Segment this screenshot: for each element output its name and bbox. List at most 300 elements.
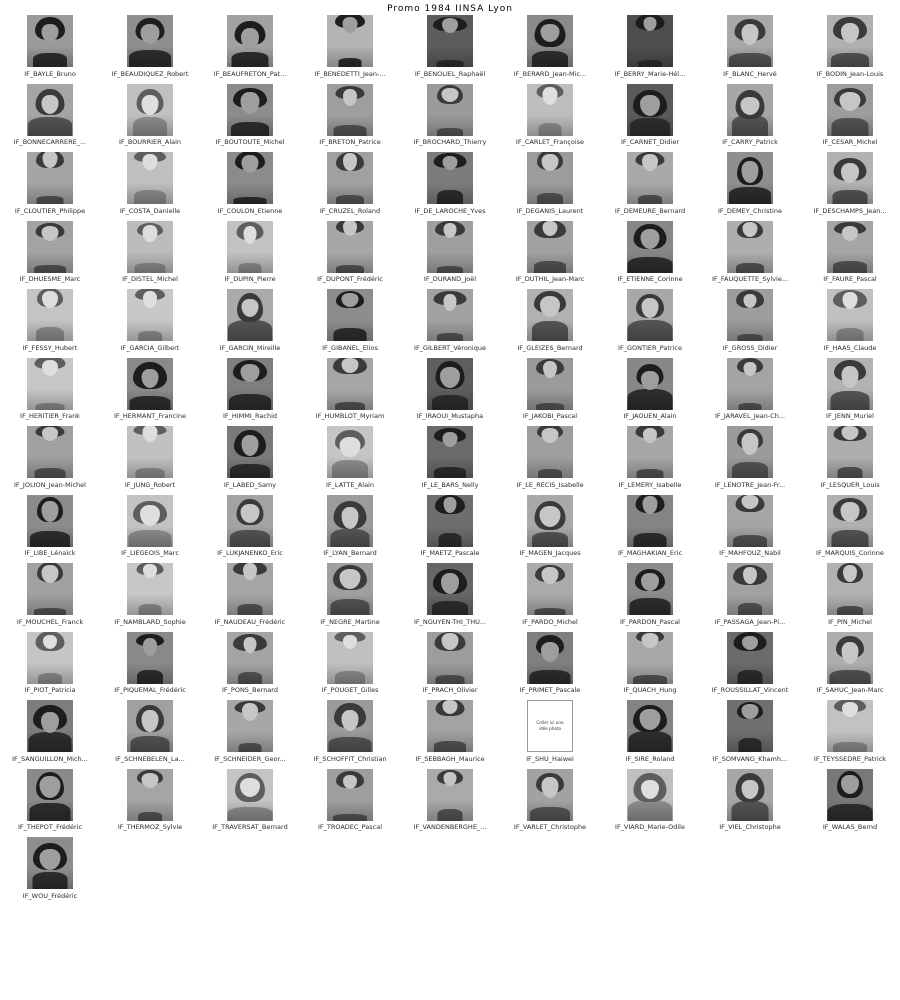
student-cell[interactable]	[500, 769, 600, 838]
student-portrait	[427, 15, 473, 67]
student-name-label: IF_CESAR_Michel	[822, 138, 878, 146]
student-cell[interactable]	[300, 563, 400, 632]
student-cell[interactable]	[800, 769, 900, 838]
student-name-label: IF_DHUESME_Marc	[19, 275, 81, 283]
student-cell[interactable]	[700, 358, 800, 427]
student-portrait	[427, 84, 473, 136]
student-portrait	[527, 289, 573, 341]
student-cell[interactable]	[0, 837, 100, 906]
student-portrait	[627, 152, 673, 204]
student-name-label: IF_NAUDEAU_Frédéric	[214, 617, 286, 626]
student-name-label: IF_MAHFOUZ_Nabil	[719, 549, 781, 557]
student-cell[interactable]	[400, 632, 500, 701]
student-portrait	[227, 84, 273, 136]
student-name-label: IF_DEMEY_Christine	[718, 206, 782, 215]
student-cell[interactable]	[500, 358, 600, 427]
student-cell[interactable]	[0, 152, 100, 221]
student-cell[interactable]	[200, 700, 300, 769]
student-name-label: IF_LATTE_Alain	[326, 480, 374, 489]
student-portrait	[327, 358, 373, 410]
student-cell[interactable]	[400, 221, 500, 290]
student-cell[interactable]	[600, 221, 700, 290]
student-cell[interactable]	[100, 632, 200, 701]
student-name-label: IF_BEAUDIQUEZ_Robert	[111, 69, 189, 78]
student-name-label: IF_PARDO_Michel	[522, 617, 578, 626]
student-name-label: IF_SEBBAGH_Maurice	[415, 754, 485, 763]
student-portrait	[327, 632, 373, 684]
student-portrait	[427, 495, 473, 547]
student-portrait	[127, 495, 173, 547]
student-cell[interactable]	[200, 289, 300, 358]
student-name-label: IF_MOUCHEL_Franck	[16, 617, 84, 626]
student-name-label: IF_BOUTOUTE_Michel	[215, 138, 285, 146]
student-cell[interactable]	[600, 358, 700, 427]
student-portrait	[627, 563, 673, 615]
student-cell[interactable]	[600, 152, 700, 221]
student-portrait	[627, 84, 673, 136]
student-portrait	[227, 221, 273, 273]
student-cell[interactable]	[700, 563, 800, 632]
student-name-label: IF_DEGANIS_Laurent	[516, 206, 584, 215]
student-cell[interactable]	[300, 15, 400, 84]
student-portrait	[127, 221, 173, 273]
student-cell[interactable]	[300, 769, 400, 838]
student-portrait	[427, 563, 473, 615]
student-cell[interactable]	[600, 563, 700, 632]
student-cell[interactable]	[100, 358, 200, 427]
student-cell[interactable]	[100, 700, 200, 769]
student-cell[interactable]	[600, 15, 700, 84]
student-portrait	[527, 632, 573, 684]
student-portrait	[27, 563, 73, 615]
student-portrait	[727, 700, 773, 752]
student-cell[interactable]	[500, 495, 600, 564]
student-portrait	[27, 700, 73, 752]
student-portrait	[827, 358, 873, 410]
student-name-label: IF_ETIENNE_Corinne	[617, 275, 683, 283]
student-cell[interactable]	[100, 221, 200, 290]
student-cell[interactable]	[500, 700, 600, 769]
student-name-label: IF_PONS_Bernard	[222, 686, 278, 694]
student-cell[interactable]	[600, 289, 700, 358]
student-name-label: IF_JARAVEL_Jean-Ch...	[714, 412, 786, 420]
student-name-label: IF_HIMMI_Rachid	[222, 412, 278, 420]
student-cell[interactable]	[600, 769, 700, 838]
student-cell[interactable]	[400, 358, 500, 427]
student-portrait	[27, 15, 73, 67]
student-portrait	[527, 358, 573, 410]
student-portrait	[627, 358, 673, 410]
student-cell[interactable]	[200, 495, 300, 564]
student-cell[interactable]	[200, 426, 300, 495]
student-cell[interactable]	[600, 700, 700, 769]
student-portrait	[527, 221, 573, 273]
student-name-label: IF_LEMERY_Isabelle	[618, 480, 682, 489]
student-cell[interactable]	[300, 84, 400, 153]
student-portrait	[427, 221, 473, 273]
student-cell[interactable]	[300, 495, 400, 564]
student-portrait	[627, 15, 673, 67]
student-name-label: IF_GILBERT_Véronique	[414, 343, 486, 352]
student-cell[interactable]	[0, 289, 100, 358]
student-portrait	[727, 495, 773, 547]
student-cell[interactable]	[700, 495, 800, 564]
student-portrait	[727, 289, 773, 341]
student-name-label: IF_VIEL_Christophe	[719, 823, 781, 831]
student-portrait	[627, 495, 673, 547]
student-name-label: IF_ROUSSILLAT_Vincent	[711, 686, 789, 694]
student-name-label: IF_HERMANT_Francine	[113, 412, 187, 420]
student-portrait	[227, 15, 273, 67]
student-name-label: IF_DE_LAROCHE_Yves	[414, 206, 486, 215]
student-cell[interactable]	[400, 84, 500, 153]
student-portrait	[327, 221, 373, 273]
student-cell[interactable]	[800, 358, 900, 427]
student-portrait	[827, 426, 873, 478]
student-cell[interactable]	[0, 358, 100, 427]
student-name-label: IF_PRIMET_Pascale	[519, 686, 581, 694]
student-photo-grid	[0, 15, 900, 906]
student-portrait	[327, 289, 373, 341]
student-cell[interactable]	[700, 15, 800, 84]
student-name-label: IF_POUGET_Gilles	[321, 686, 379, 694]
student-name-label: IF_GONTIER_Patrice	[618, 343, 682, 352]
student-cell[interactable]	[300, 426, 400, 495]
student-name-label: IF_SOMVANG_Khamh...	[712, 754, 788, 763]
student-cell[interactable]	[400, 289, 500, 358]
student-name-label: IF_THEPOT_Frédéric	[17, 823, 83, 831]
student-portrait	[627, 632, 673, 684]
student-cell[interactable]	[200, 221, 300, 290]
student-portrait	[227, 563, 273, 615]
student-portrait	[827, 152, 873, 204]
student-name-label: IF_SIRE_Roland	[625, 754, 675, 763]
student-cell[interactable]	[0, 221, 100, 290]
student-name-label: IF_CARRY_Patrick	[722, 138, 778, 146]
student-cell[interactable]	[200, 769, 300, 838]
student-name-label: IF_NGUYEN-THI_THU...	[413, 617, 487, 626]
student-portrait	[27, 84, 73, 136]
student-portrait	[127, 289, 173, 341]
student-name-label: IF_GROSS_Didier	[722, 343, 778, 352]
student-name-label: IF_GARCIA_Gilbert	[120, 343, 180, 352]
student-cell[interactable]	[200, 563, 300, 632]
student-portrait	[727, 358, 773, 410]
student-name-label: IF_LESQUER_Louis	[820, 480, 880, 489]
student-cell[interactable]	[200, 84, 300, 153]
student-portrait	[127, 84, 173, 136]
student-name-label: IF_SCHNEBELEN_La...	[115, 754, 185, 763]
student-portrait	[127, 769, 173, 821]
student-portrait	[427, 632, 473, 684]
student-name-label: IF_FAURE_Pascal	[823, 275, 877, 283]
student-portrait	[827, 563, 873, 615]
student-name-label: IF_PRACH_Olivier	[422, 686, 478, 694]
student-cell[interactable]	[500, 152, 600, 221]
page-title: Promo 1984 IINSA Lyon	[387, 4, 513, 14]
student-cell[interactable]	[100, 426, 200, 495]
student-portrait	[427, 700, 473, 752]
student-cell[interactable]	[800, 84, 900, 153]
student-cell[interactable]	[700, 632, 800, 701]
student-cell[interactable]	[0, 563, 100, 632]
student-cell[interactable]	[800, 289, 900, 358]
student-cell[interactable]	[700, 769, 800, 838]
student-cell[interactable]	[700, 289, 800, 358]
student-name-label: IF_LENOTRE_Jean-Fr...	[714, 480, 786, 489]
student-portrait	[227, 632, 273, 684]
student-portrait	[627, 700, 673, 752]
student-portrait	[127, 358, 173, 410]
student-portrait	[127, 563, 173, 615]
student-name-label: IF_IRAOUI_Mustapha	[416, 412, 484, 420]
student-name-label: IF_WALAS_Bernd	[822, 823, 878, 831]
student-cell[interactable]	[300, 289, 400, 358]
student-cell[interactable]	[300, 700, 400, 769]
student-cell[interactable]	[100, 495, 200, 564]
student-name-label: IF_PIOT_Patricia	[24, 686, 76, 694]
student-cell[interactable]	[100, 15, 200, 84]
student-name-label: IF_SANGUILLON_Mich...	[12, 754, 88, 763]
student-name-label: IF_JENN_Muriel	[826, 412, 874, 420]
student-portrait	[827, 15, 873, 67]
student-portrait	[527, 84, 573, 136]
student-cell[interactable]	[500, 84, 600, 153]
student-name-label: IF_HUMBLOT_Myriam	[315, 412, 385, 420]
student-portrait	[227, 700, 273, 752]
student-name-label: IF_DUTHIL_Jean-Marc	[515, 275, 585, 283]
student-cell[interactable]	[300, 632, 400, 701]
student-portrait	[127, 152, 173, 204]
student-name-label: IF_CARLET_Françoise	[515, 138, 585, 146]
student-name-label: IF_TROADEC_Pascal	[317, 823, 383, 831]
student-cell[interactable]	[500, 632, 600, 701]
student-name-label: IF_DESCHAMPS_Jean...	[813, 206, 887, 215]
student-portrait	[727, 426, 773, 478]
student-name-label: IF_BENOLIEL_Raphaël	[414, 69, 486, 78]
student-cell[interactable]	[500, 426, 600, 495]
student-name-label: IF_SCHOFFIT_Christian	[313, 754, 387, 763]
student-cell[interactable]	[400, 563, 500, 632]
student-cell[interactable]	[200, 15, 300, 84]
student-name-label: IF_GIBANEL_Elios	[322, 343, 378, 352]
student-cell[interactable]	[800, 152, 900, 221]
student-cell[interactable]	[800, 426, 900, 495]
student-portrait	[427, 289, 473, 341]
student-cell[interactable]	[600, 84, 700, 153]
student-name-label: IF_LUKJANENKO_Eric	[217, 549, 283, 557]
student-portrait	[327, 426, 373, 478]
student-name-label: IF_LABED_Samy	[223, 480, 277, 489]
student-portrait	[527, 426, 573, 478]
student-name-label: IF_MAGHAKIAN_Eric	[617, 549, 683, 557]
student-portrait	[27, 495, 73, 547]
student-portrait	[727, 152, 773, 204]
student-portrait	[527, 15, 573, 67]
student-cell[interactable]	[800, 700, 900, 769]
student-cell[interactable]	[100, 84, 200, 153]
student-portrait	[827, 495, 873, 547]
student-name-label: IF_LIBE_Lénaïck	[24, 549, 76, 557]
student-portrait	[227, 358, 273, 410]
student-name-label: IF_VANDENBERGHE_...	[413, 823, 487, 831]
student-name-label: IF_THERMOZ_Sylvie	[117, 823, 183, 831]
student-portrait	[727, 15, 773, 67]
student-name-label: IF_WOU_Frédéric	[22, 891, 78, 900]
student-name-label: IF_VARLET_Christophe	[513, 823, 587, 831]
student-portrait	[427, 358, 473, 410]
student-cell[interactable]	[400, 700, 500, 769]
student-portrait	[27, 426, 73, 478]
student-cell[interactable]	[700, 152, 800, 221]
student-cell[interactable]	[500, 289, 600, 358]
student-cell[interactable]	[800, 221, 900, 290]
student-cell[interactable]	[0, 15, 100, 84]
student-cell[interactable]	[700, 426, 800, 495]
student-portrait	[527, 495, 573, 547]
student-name-label: IF_FESSY_Hubert	[22, 343, 78, 352]
student-portrait	[527, 563, 573, 615]
student-cell[interactable]	[700, 84, 800, 153]
student-portrait	[827, 700, 873, 752]
student-portrait	[727, 769, 773, 821]
student-cell[interactable]	[0, 769, 100, 838]
student-portrait	[827, 632, 873, 684]
student-portrait	[127, 15, 173, 67]
student-name-label: IF_TEYSSEDRE_Patrick	[813, 754, 887, 763]
student-name-label: IF_BENEDETTI_Jean-...	[314, 69, 386, 78]
student-name-label: IF_LYAN_Bernard	[323, 549, 377, 557]
student-cell[interactable]	[700, 700, 800, 769]
student-name-label: IF_LE_BARS_Nelly	[421, 480, 479, 489]
student-portrait	[627, 769, 673, 821]
student-portrait	[327, 769, 373, 821]
student-portrait	[327, 84, 373, 136]
student-name-label: IF_JOLION_Jean-Michel	[14, 480, 86, 489]
student-name-label: IF_SHU_Haiwei	[526, 754, 574, 763]
student-portrait	[27, 358, 73, 410]
student-name-label: IF_QUACH_Hung	[623, 686, 677, 694]
student-cell[interactable]	[500, 15, 600, 84]
student-cell[interactable]	[800, 15, 900, 84]
student-cell[interactable]	[0, 700, 100, 769]
student-portrait	[427, 769, 473, 821]
student-cell[interactable]	[200, 152, 300, 221]
student-portrait	[427, 152, 473, 204]
student-cell[interactable]	[300, 221, 400, 290]
student-portrait	[427, 426, 473, 478]
student-cell[interactable]	[100, 289, 200, 358]
student-cell[interactable]	[0, 495, 100, 564]
student-portrait	[227, 152, 273, 204]
student-portrait	[627, 426, 673, 478]
student-name-label: IF_DUPONT_Frédéric	[317, 275, 383, 283]
student-name-label: IF_DURAND_Joël	[423, 275, 477, 283]
student-name-label: IF_DISTEL_Michel	[122, 275, 178, 283]
student-portrait	[527, 769, 573, 821]
student-cell[interactable]	[600, 426, 700, 495]
photo-placeholder-line2: idée photo	[538, 726, 562, 731]
student-portrait	[827, 221, 873, 273]
student-portrait	[27, 837, 73, 889]
student-cell[interactable]	[700, 221, 800, 290]
student-cell[interactable]	[300, 358, 400, 427]
student-portrait	[227, 495, 273, 547]
student-name-label: IF_SAHUC_Jean-Marc	[816, 686, 884, 694]
student-name-label: IF_PARDON_Pascal	[620, 617, 680, 626]
student-portrait	[327, 152, 373, 204]
student-name-label: IF_BODIN_Jean-Louis	[816, 69, 884, 78]
student-name-label: IF_DEMEURE_Bernard	[614, 206, 686, 215]
student-portrait	[227, 769, 273, 821]
student-cell[interactable]	[800, 563, 900, 632]
student-cell[interactable]	[0, 84, 100, 153]
student-cell[interactable]	[400, 495, 500, 564]
student-cell[interactable]	[200, 358, 300, 427]
student-cell[interactable]	[100, 563, 200, 632]
student-cell[interactable]	[400, 152, 500, 221]
student-portrait	[727, 221, 773, 273]
student-name-label: IF_BRETON_Patrice	[319, 138, 381, 146]
student-name-label: IF_PIN_Michel	[828, 617, 872, 626]
student-name-label: IF_HAAS_Claude	[823, 343, 877, 352]
student-name-label: IF_COULON_Etienne	[217, 206, 283, 215]
student-cell[interactable]	[800, 632, 900, 701]
student-portrait	[127, 700, 173, 752]
student-name-label: IF_LIEGEOIS_Marc	[121, 549, 179, 557]
student-name-label: IF_MAGEN_Jacques	[519, 549, 581, 557]
student-name-label: IF_NAMBLARD_Sophie	[114, 617, 186, 626]
student-portrait	[827, 289, 873, 341]
student-cell[interactable]	[0, 632, 100, 701]
student-portrait	[527, 152, 573, 204]
student-cell[interactable]	[400, 15, 500, 84]
student-name-label: IF_CARNET_Didier	[620, 138, 679, 146]
student-portrait	[227, 426, 273, 478]
student-name-label: IF_VIARD_Marie-Odile	[615, 823, 685, 831]
student-cell[interactable]	[100, 152, 200, 221]
student-name-label: IF_GLEIZES_Bernard	[517, 343, 583, 352]
student-cell[interactable]	[100, 769, 200, 838]
student-portrait	[227, 289, 273, 341]
student-name-label: IF_GARCIN_Mireille	[219, 343, 281, 352]
student-name-label: IF_SCHNEIDER_Geor...	[214, 754, 286, 763]
student-name-label: IF_PASSAGA_Jean-Pi...	[714, 617, 786, 626]
student-name-label: IF_CLOUTIER_Philippe	[14, 206, 86, 215]
student-cell[interactable]	[600, 632, 700, 701]
student-cell[interactable]	[300, 152, 400, 221]
student-cell[interactable]	[0, 426, 100, 495]
student-portrait	[327, 15, 373, 67]
student-portrait	[727, 84, 773, 136]
student-name-label: IF_HERITIER_Frank	[20, 412, 80, 420]
student-portrait	[27, 221, 73, 273]
student-portrait	[27, 152, 73, 204]
student-name-label: IF_BLANC_Hervé	[723, 69, 777, 78]
student-portrait	[127, 426, 173, 478]
student-cell[interactable]	[200, 632, 300, 701]
student-name-label: IF_BERARD_Jean-Mic...	[513, 69, 587, 78]
student-cell[interactable]	[600, 495, 700, 564]
student-cell[interactable]	[400, 769, 500, 838]
student-cell[interactable]	[500, 563, 600, 632]
student-cell[interactable]	[500, 221, 600, 290]
student-portrait	[327, 700, 373, 752]
student-cell[interactable]	[800, 495, 900, 564]
student-cell[interactable]	[400, 426, 500, 495]
photo-placeholder	[527, 700, 573, 752]
student-name-label: IF_BEAUFRETON_Pat...	[213, 69, 287, 78]
